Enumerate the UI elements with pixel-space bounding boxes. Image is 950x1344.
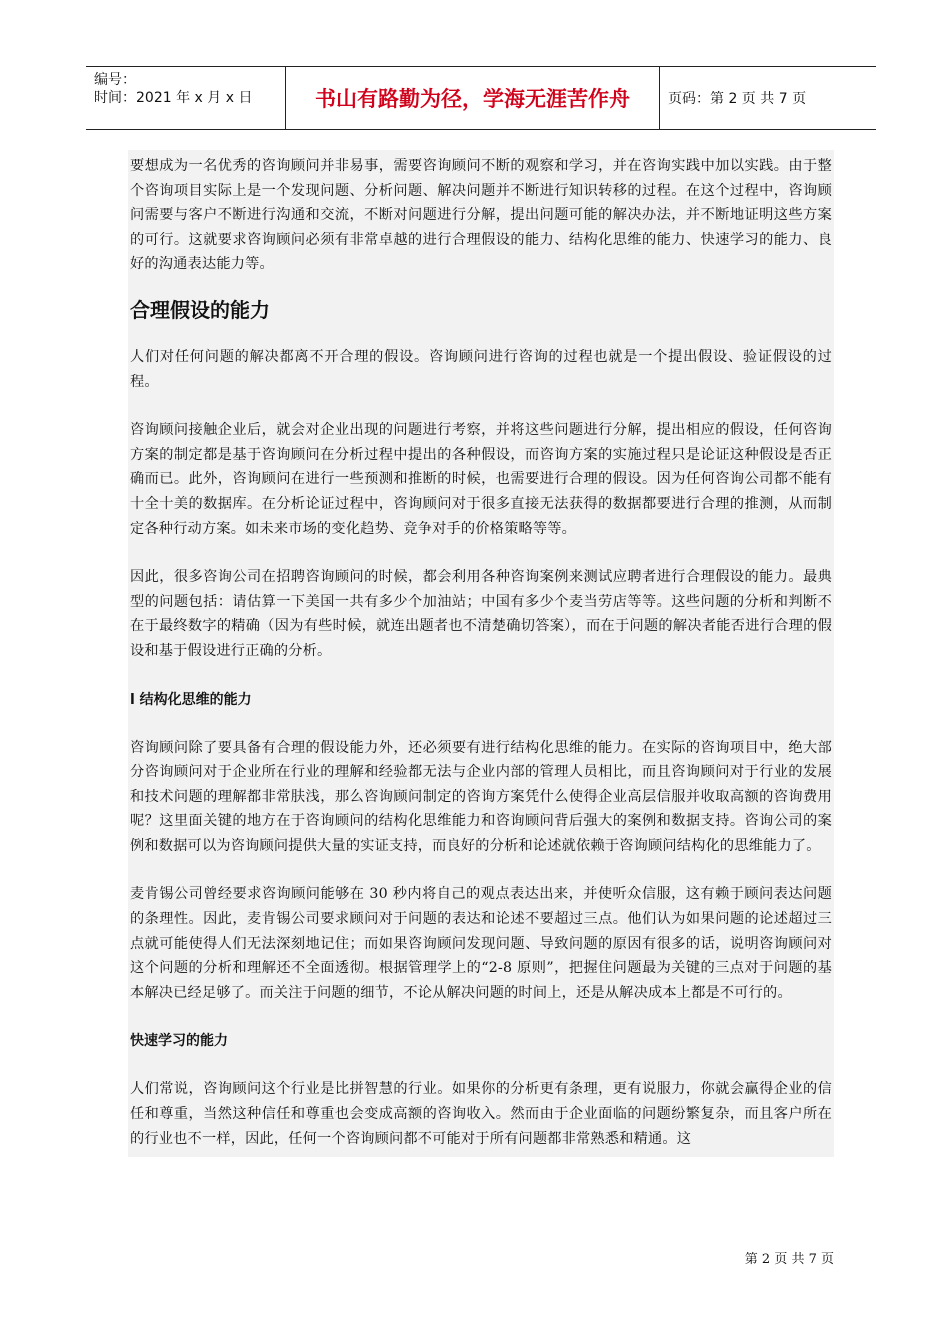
paragraph: 咨询顾问接触企业后，就会对企业出现的问题进行考察，并将这些问题进行分解，提出相应的假设，任何咨询方案的制定都是基于咨询顾问在分析过程中提出的各种假设，而咨询方案的实施过程只是论证这种假设是否正确而已。此外，咨询顾问在进行一些预测和推断的时候，也需要进行合理的假设。因为任何咨询公司都不能有十全十美的数据库。在分析论证过程中，咨询顾问对于很多直接无法获得的数据都要进行合理的推测，从而制定各种行动方案。如未来市场的变化趋势、竞争对手的价格策略等等。 <box>130 422 832 537</box>
section-title-structured-thinking: l 结构化思维的能力 <box>130 691 252 708</box>
page-header <box>86 66 876 130</box>
page-footer: 第 2 页 共 7 页 <box>744 1252 834 1267</box>
paragraph: 人们对任何问题的解决都离不开合理的假设。咨询顾问进行咨询的过程也就是一个提出假设、验证假设的过程。 <box>130 348 832 390</box>
section-title-hypothesis: 合理假设的能力 <box>130 297 270 322</box>
paragraph: 咨询顾问除了要具备有合理的假设能力外，还必须要有进行结构化思维的能力。在实际的咨询项目中，绝大部分咨询顾问对于企业所在行业的理解和经验都无法与企业内部的管理人员相比，而且咨询顾问对于行业的发展和技术问题的理解都非常肤浅，那么咨询顾问制定的咨询方案凭什么使得企业高层信服并收取高额的咨询费用呢？这里面关键的地方在于咨询顾问的结构化思维能力和咨询顾问背后强大的案例和数据支持。咨询公司的案例和数据可以为咨询顾问提供大量的实证支持，而良好的分析和论述就依赖于咨询顾问结构化的思维能力了。 <box>130 739 832 854</box>
paragraph: 麦肯锡公司曾经要求咨询顾问能够在 30 秒内将自己的观点表达出来，并使听众信服，这有赖于顾问表达问题的条理性。因此，麦肯锡公司要求顾问对于问题的表达和论述不要超过三点。他们认为如果问题的论述超过三点就可能使得人们无法深刻地记住；而如果咨询顾问发现问题、导致问题的原因有很多的话，说明咨询顾问对这个问题的分析和理解还不全面透彻。根据管理学上的“2-8 原则”，把握住问题最为关键的三点对于问题的基本解决已经足够了。而关注于问题的细节，不论从解决问题的时间上，还是从解决成本上都是不可行的。 <box>130 886 832 1001</box>
header-meta <box>86 67 286 129</box>
date-line: 时间：2021 年 x 月 x 日 <box>94 90 253 106</box>
serial-label: 编号： <box>94 72 136 88</box>
header-motto: 书山有路勤为径，学海无涯苦作舟 <box>286 67 660 129</box>
header-page-info: 页码：第 2 页 共 7 页 <box>668 91 807 107</box>
intro-paragraph: 要想成为一名优秀的咨询顾问并非易事，需要咨询顾问不断的观察和学习，并在咨询实践中加以实践。由于整个咨询项目实际上是一个发现问题、分析问题、解决问题并不断进行知识转移的过程。在这个过程中，咨询顾问需要与客户不断进行沟通和交流，不断对问题进行分解，提出问题可能的解决办法，并不断地证明这些方案的可行。这就要求咨询顾问必须有非常卓越的进行合理假设的能力、结构化思维的能力、快速学习的能力、良好的沟通表达能力等。 <box>130 158 832 273</box>
section-title-fast-learning: 快速学习的能力 <box>130 1033 228 1050</box>
document-body <box>128 150 834 1157</box>
paragraph: 因此，很多咨询公司在招聘咨询顾问的时候，都会利用各种咨询案例来测试应聘者进行合理假设的能力。最典型的问题包括：请估算一下美国一共有多少个加油站；中国有多少个麦当劳店等等。这些问题的分析和判断不在于最终数字的精确（因为有些时候，就连出题者也不清楚确切答案），而在于问题的解决者能否进行合理的假设和基于假设进行正确的分析。 <box>130 569 832 659</box>
paragraph: 人们常说，咨询顾问这个行业是比拼智慧的行业。如果你的分析更有条理，更有说服力，你就会赢得企业的信任和尊重，当然这种信任和尊重也会变成高额的咨询收入。然而由于企业面临的问题纷繁复杂，而且客户所在的行业也不一样，因此，任何一个咨询顾问都不可能对于所有问题都非常熟悉和精通。这 <box>130 1081 832 1147</box>
